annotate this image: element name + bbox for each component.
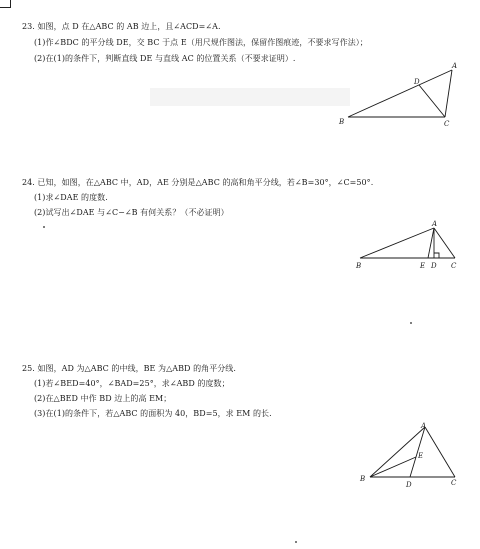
q24-label-a: A <box>432 220 438 228</box>
q24-part1: (1)求∠DAE 的度数. <box>34 193 108 202</box>
scan-speck <box>295 541 297 543</box>
q25-label-d: D <box>406 481 412 489</box>
q24-label-c: C <box>451 262 457 270</box>
q23-part1: (1)作∠BDC 的平分线 DE，交 BC 于点 E（用尺规作图法，保留作图痕迹，不要求写作法）； <box>34 38 368 47</box>
q25-part2: (2)在△BED 中作 BD 边上的高 EM； <box>34 394 172 403</box>
q24-part2: (2)试写出∠DAE 与∠C−∠B 有何关系？（不必证明） <box>34 208 229 217</box>
q24-label-b: B <box>356 262 362 270</box>
q25-label-c: C <box>451 479 457 487</box>
q25-label-a: A <box>421 422 427 430</box>
q23-stem: 23. 如图，点 D 在△ABC 的 AB 边上，且∠ACD=∠A. <box>22 22 221 31</box>
q25-label-e: E <box>418 452 424 460</box>
q25-side-ac <box>425 427 455 477</box>
q23-label-c: C <box>444 120 450 128</box>
q24-label-d: D <box>431 262 437 270</box>
q24-label-e: E <box>420 262 426 270</box>
q23-part2: (2)在(1)的条件下，判断直线 DE 与直线 AC 的位置关系（不要求证明）. <box>34 54 296 63</box>
q23-label-a: A <box>452 62 458 70</box>
q25-part3: (3)在(1)的条件下，若△ABC 的面积为 40，BD=5，求 EM 的长. <box>34 409 272 418</box>
q24-stem: 24. 已知，如图，在△ABC 中，AD，AE 分别是△ABC 的高和角平分线，若∠B=30°，∠C=50°. <box>22 178 374 187</box>
q25-part1: (1)若∠BED=40°，∠BAD=25°，求∠ABD 的度数； <box>34 379 230 388</box>
q25-bisector-be <box>370 457 416 477</box>
q23-label-d: D <box>414 78 420 86</box>
q25-label-b: B <box>360 475 366 483</box>
q25-side-ab <box>370 427 425 477</box>
q25-stem: 25. 如图，AD 为△ABC 的中线，BE 为△ABD 的角平分线. <box>22 364 236 373</box>
q23-label-b: B <box>339 118 345 126</box>
